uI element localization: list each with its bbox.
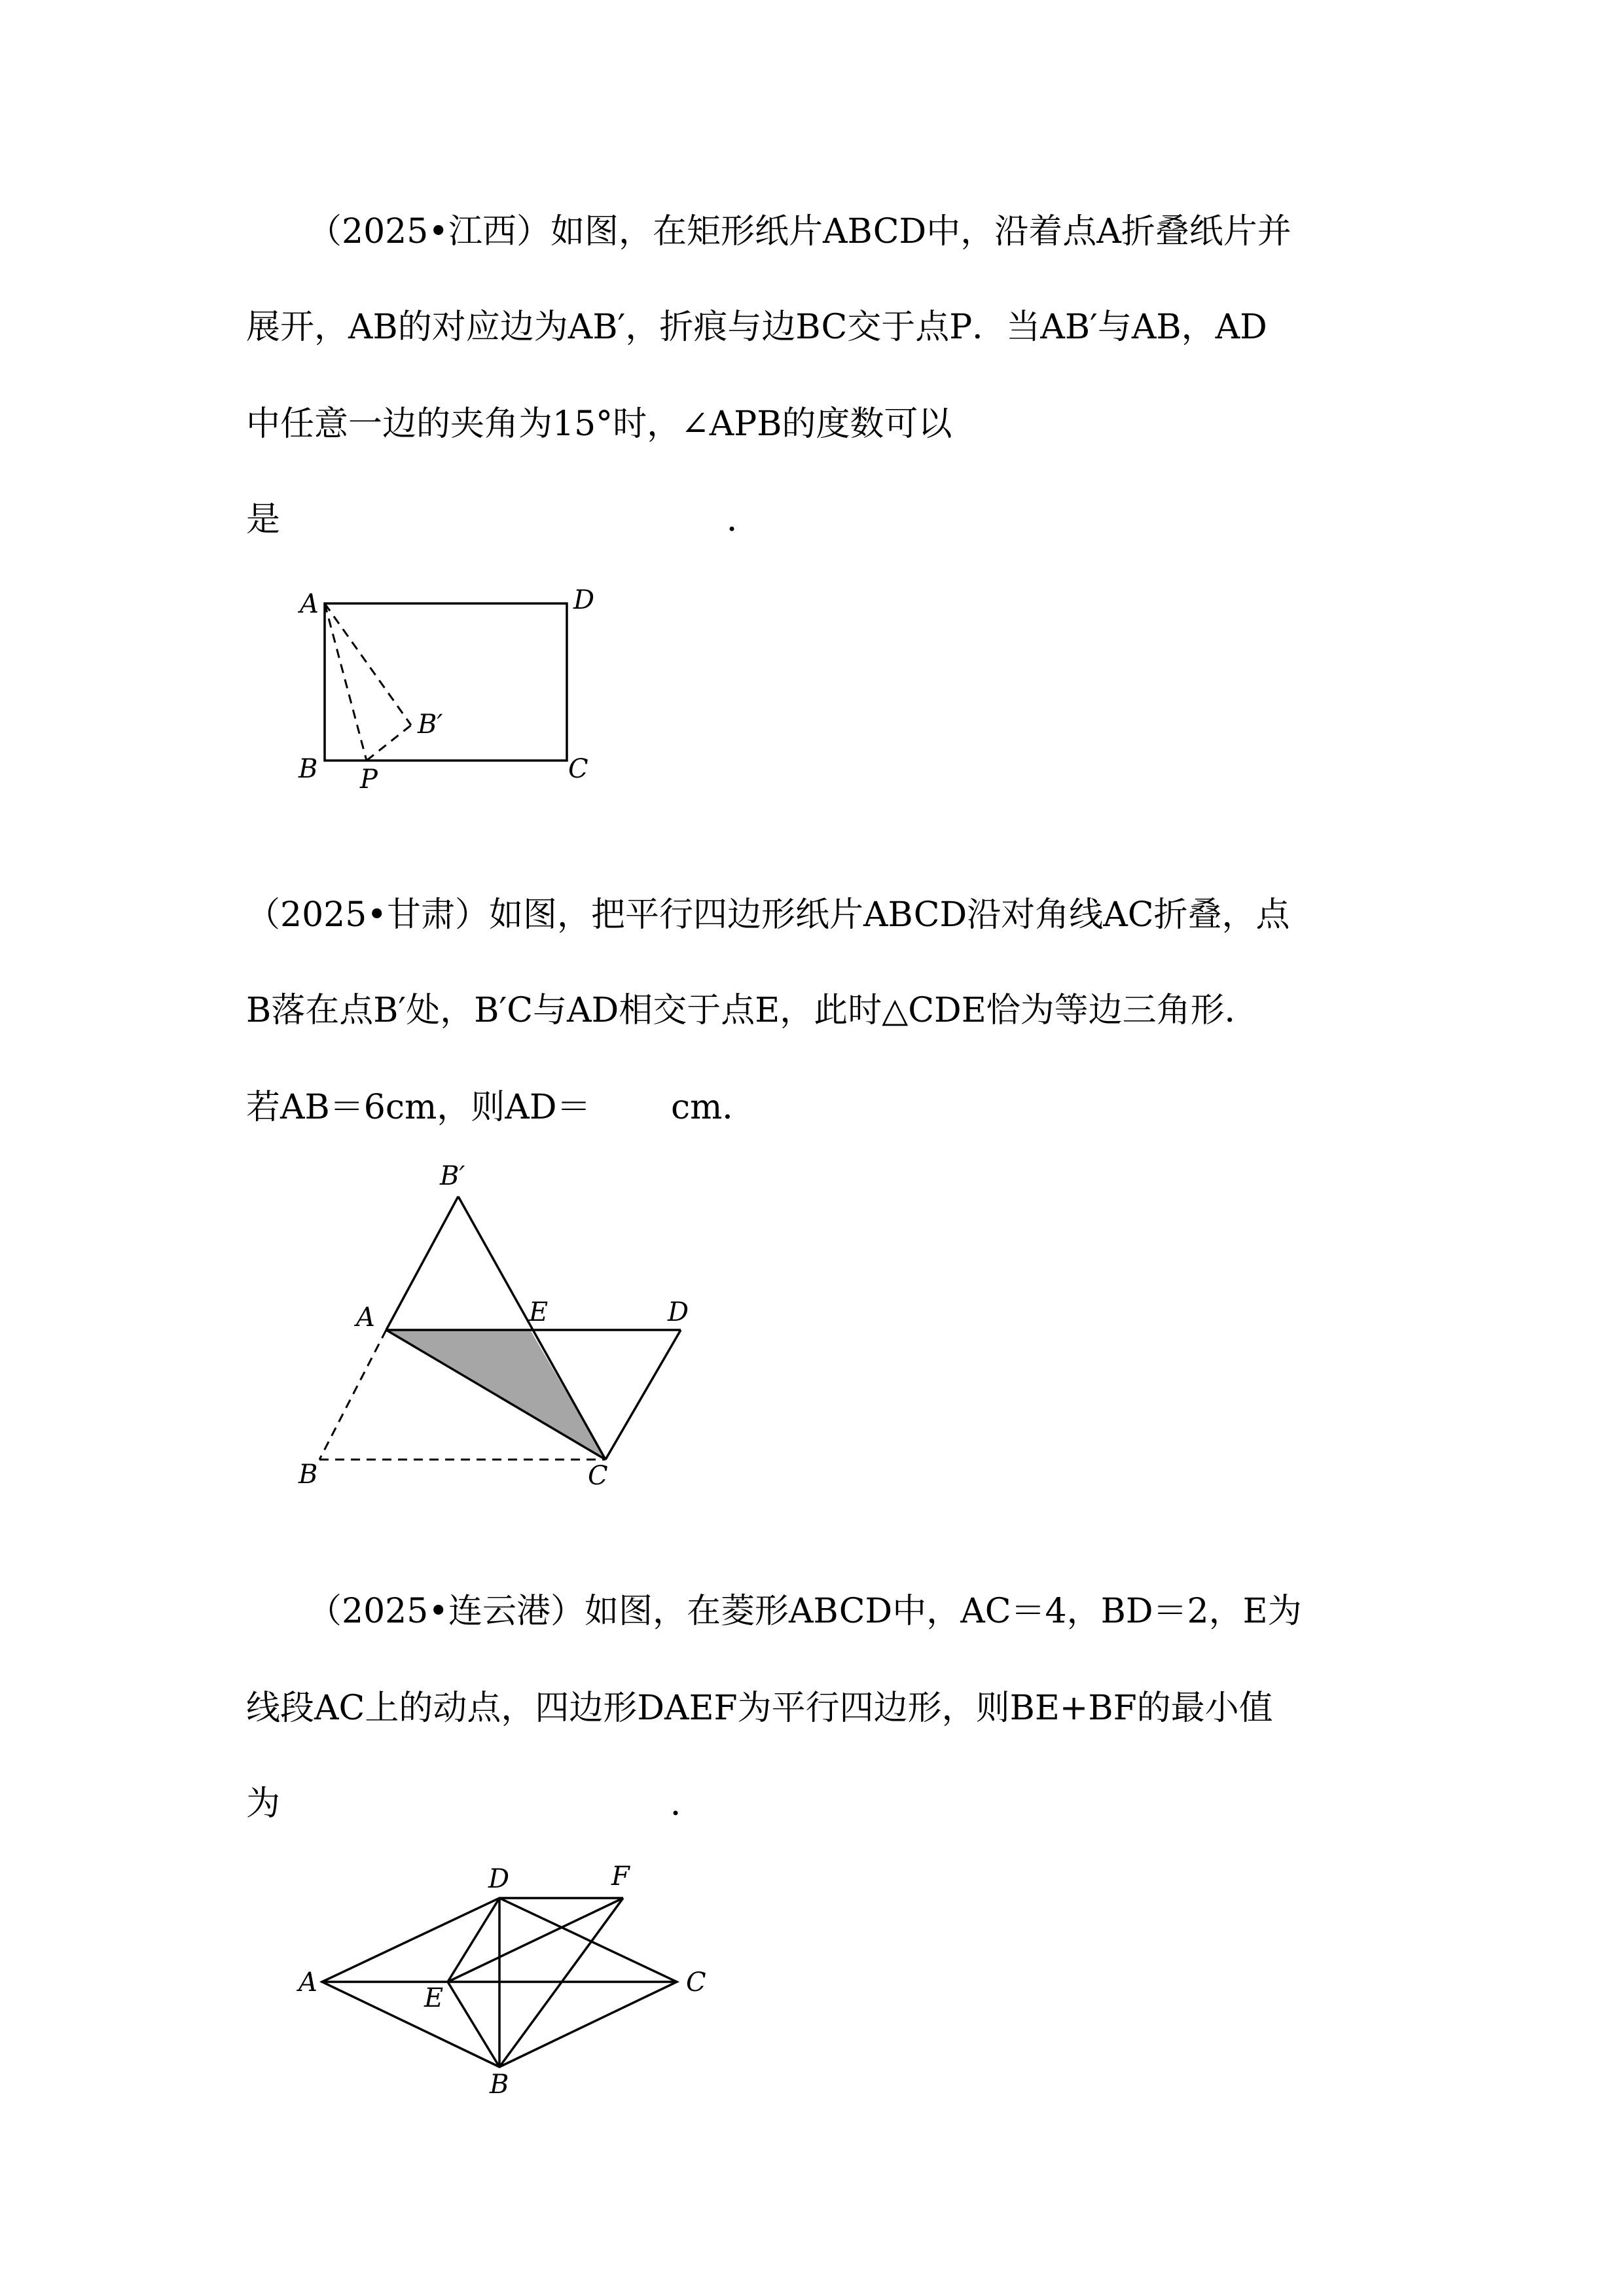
label-d: D [668, 1297, 689, 1327]
label-a: A [298, 1967, 317, 1998]
problem-3-line-1: （2025•连云港）如图，在菱形ABCD中，AC＝4，BD＝2，E为 [308, 1592, 1302, 1631]
problem-1-line-2: 展开，AB的对应边为AB′，折痕与边BC交于点P．当AB′与AB，AD [246, 308, 1267, 347]
segment-a-b-prime [386, 1196, 458, 1330]
label-e: E [529, 1297, 549, 1327]
problem-2-line-1: （2025•甘肃）如图，把平行四边形纸片ABCD沿对角线AC折叠，点 [246, 895, 1290, 935]
problem-3-line-2: 线段AC上的动点，四边形DAEF为平行四边形，则BE+BF的最小值 [246, 1689, 1273, 1728]
label-f: F [611, 1861, 630, 1892]
label-c: C [568, 754, 588, 784]
segment-b-prime-c [458, 1196, 605, 1460]
label-b: B [490, 2070, 509, 2100]
label-c: C [588, 1461, 608, 1491]
label-e: E [424, 1983, 444, 2013]
problem-2-line-2: B落在点B′处，B′C与AD相交于点E，此时△CDE恰为等边三角形． [246, 991, 1259, 1030]
problem-3-figure-rhombus [281, 1859, 713, 2121]
fold-line-ap [325, 603, 367, 761]
problem-1-line-1: （2025•江西）如图，在矩形纸片ABCD中，沿着点A折叠纸片并 [308, 212, 1291, 251]
label-b-prime: B′ [418, 709, 443, 740]
problem-1-figure-rectangle [275, 569, 615, 805]
label-c: C [686, 1967, 706, 1998]
problem-2-figure-parallelogram [281, 1158, 700, 1505]
problem-3-blank-end: ． [670, 1784, 705, 1823]
label-b-prime: B′ [440, 1161, 465, 1191]
label-p: P [360, 764, 378, 795]
label-b: B [298, 1460, 318, 1490]
dashed-segment-ab [319, 1330, 386, 1460]
label-a: A [356, 1302, 375, 1333]
label-b: B [298, 754, 318, 784]
problem-1-line-4: 是 [246, 500, 281, 539]
problem-3-line-3: 为 [246, 1784, 281, 1823]
problem-2-line-3: 若AB＝6cm，则AD＝ [246, 1088, 591, 1127]
label-d: D [488, 1864, 510, 1894]
rectangle-abcd [325, 603, 567, 761]
fold-line-ab-prime [325, 603, 411, 725]
label-a: A [300, 589, 319, 619]
fold-line-pb-prime [367, 725, 411, 761]
problem-2-line-3-unit: cm． [671, 1088, 757, 1127]
segment-dc [605, 1330, 681, 1460]
label-d: D [573, 585, 595, 615]
problem-1-blank-end: ． [727, 500, 761, 539]
problem-1-line-3: 中任意一边的夹角为15°时，∠APB的度数可以 [246, 404, 952, 444]
